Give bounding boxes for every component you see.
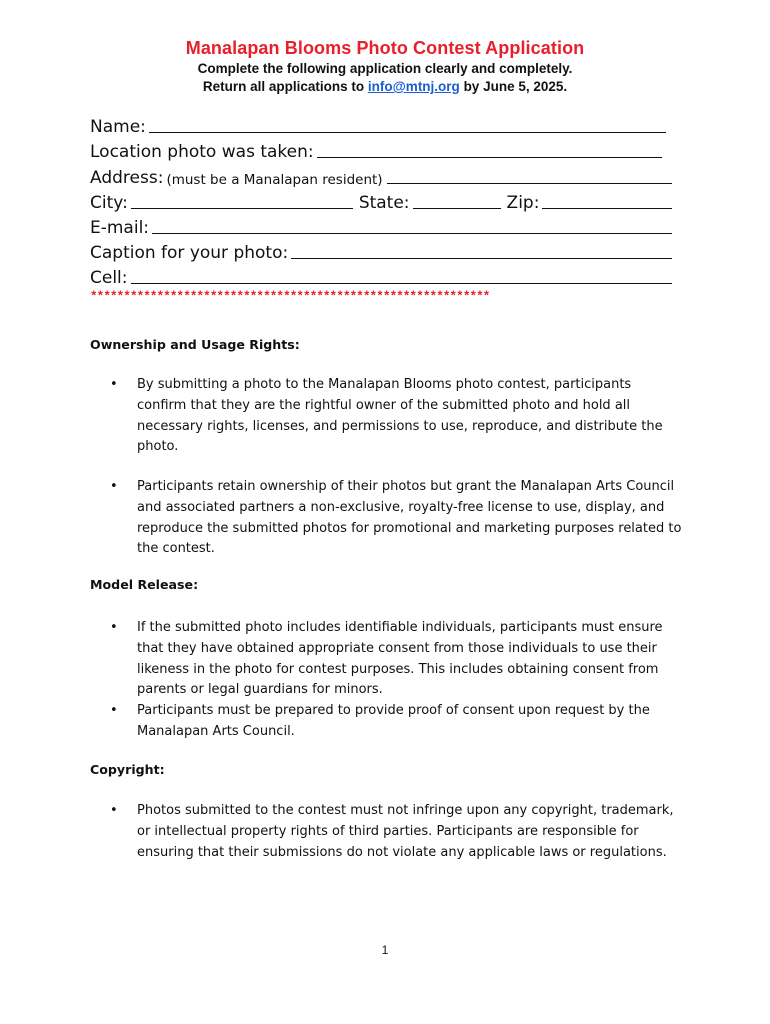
list-item-text: Participants retain ownership of their photos but grant the Manalapan Arts Council and associated partners a non-exclusive, royalty-free license to use, display, and reproduce the submitted photos for promotional and marketing purposes related to the contest. — [137, 479, 682, 557]
state-blank[interactable] — [413, 208, 501, 209]
copyright-heading: Copyright: — [90, 762, 165, 777]
city-label: City: — [90, 193, 128, 213]
cell-label: Cell: — [90, 268, 128, 288]
cell-blank[interactable] — [131, 283, 672, 284]
caption-field[interactable] — [90, 239, 672, 263]
caption-blank[interactable] — [291, 258, 672, 259]
bullet-icon: • — [110, 703, 118, 718]
email-field[interactable] — [90, 214, 672, 238]
page-number: 1 — [381, 943, 389, 957]
model-release-heading: Model Release: — [90, 577, 199, 592]
name-field[interactable] — [90, 113, 672, 137]
page-title: Manalapan Blooms Photo Contest Application — [185, 38, 585, 58]
cell-field[interactable] — [90, 264, 672, 288]
asterisk-divider: ************************************************************ — [90, 290, 490, 304]
bullet-icon: • — [110, 479, 118, 494]
state-label: State: — [358, 193, 410, 213]
bullet-icon: • — [110, 377, 118, 392]
name-blank[interactable] — [149, 132, 666, 133]
address-label: Address: — [90, 168, 164, 188]
list-item-text: Participants must be prepared to provide proof of consent upon request by the Manalapan Arts Council. — [137, 703, 650, 739]
zip-blank[interactable] — [542, 208, 672, 209]
ownership-heading: Ownership and Usage Rights: — [90, 337, 300, 352]
email-blank[interactable] — [152, 233, 672, 234]
address-field[interactable] — [90, 164, 672, 188]
list-item-text: If the submitted photo includes identifiable individuals, participants must ensure that they have obtained appropriate consent from those individuals to use their likeness in the photo for contest purposes. This includes obtaining consent from parents or legal guardians for minors. — [137, 620, 663, 698]
zip-label: Zip: — [506, 193, 540, 213]
instructions-prefix: Return all applications to — [202, 79, 368, 94]
bullet-icon: • — [110, 803, 118, 818]
city-blank[interactable] — [131, 208, 353, 209]
instructions-line-1: Complete the following application clearly and completely. — [197, 61, 573, 76]
location-field[interactable] — [90, 138, 672, 162]
city-state-zip-row — [90, 189, 672, 213]
contact-email-link[interactable]: info@mtnj.org — [367, 79, 460, 94]
email-label: E-mail: — [90, 218, 150, 238]
list-item-text: Photos submitted to the contest must not infringe upon any copyright, trademark, or intellectual property rights of third parties. Participants are responsible for ensuring that their submissions do not violate any applicable laws or regulations. — [137, 803, 674, 860]
address-note: (must be a Manalapan resident) — [166, 172, 383, 188]
caption-label: Caption for your photo: — [90, 243, 289, 263]
address-blank[interactable] — [387, 183, 672, 184]
list-item-text: By submitting a photo to the Manalapan Blooms photo contest, participants confirm that they are the rightful owner of the submitted photo and hold all necessary rights, licenses, and permissions to use, reproduce, and distribute the photo. — [137, 377, 663, 455]
location-label: Location photo was taken: — [90, 142, 314, 162]
instructions-line-2 — [0, 79, 770, 94]
bullet-icon: • — [110, 620, 118, 635]
instructions-suffix: by June 5, 2025. — [459, 79, 568, 94]
name-label: Name: — [90, 117, 146, 137]
location-blank[interactable] — [317, 157, 662, 158]
